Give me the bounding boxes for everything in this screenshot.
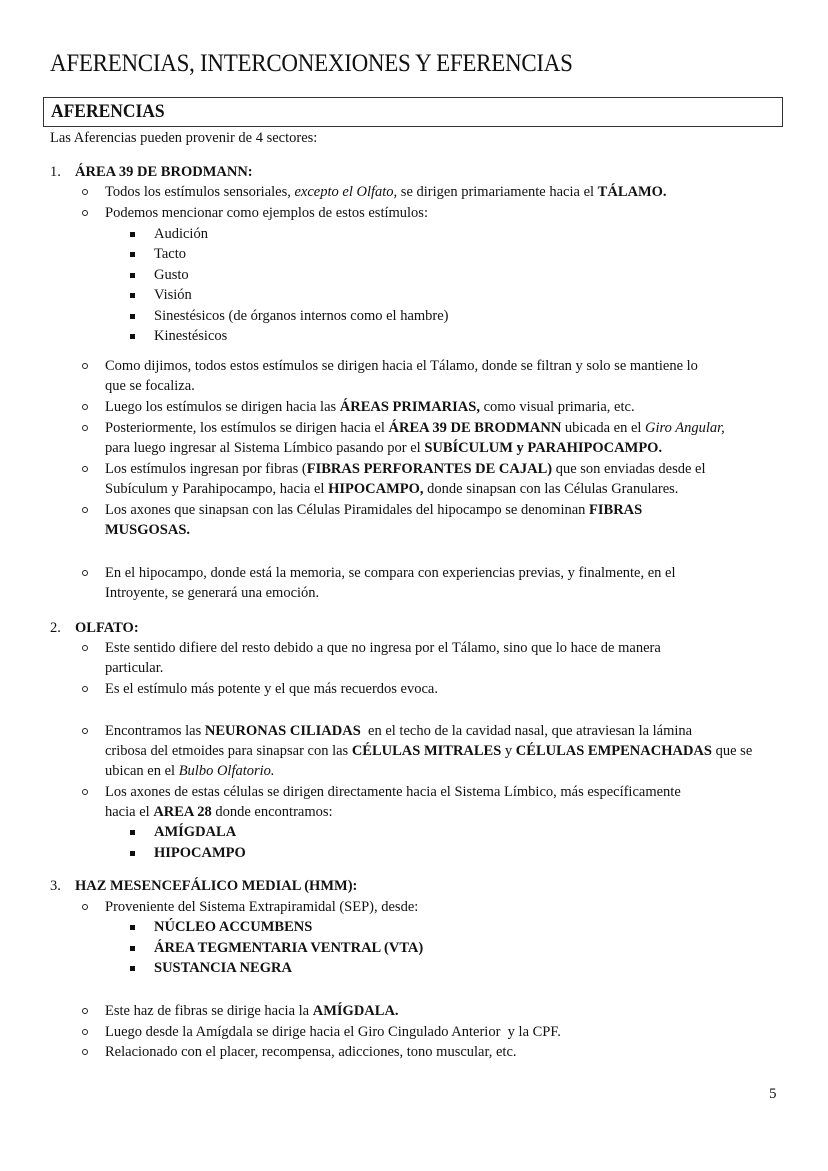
square-bullet-icon bbox=[130, 946, 135, 951]
hollow-bullet-icon bbox=[82, 686, 88, 692]
list-item: Los axones de estas células se dirigen directamente hacia el Sistema Límbico, más específicamente bbox=[105, 784, 681, 800]
section-heading: AFERENCIAS bbox=[51, 101, 165, 122]
square-bullet-icon bbox=[130, 273, 135, 278]
list-item-continuation: MUSGOSAS. bbox=[105, 522, 191, 538]
list-item-continuation: cribosa del etmoides para sinapsar con las CÉLULAS MITRALES y CÉLULAS EMPENACHADAS que se bbox=[105, 743, 753, 759]
square-bullet-icon bbox=[130, 314, 135, 319]
section-heading-box bbox=[43, 97, 783, 127]
list-item-continuation: para luego ingresar al Sistema Límbico pasando por el SUBÍCULUM y PARAHIPOCAMPO. bbox=[105, 440, 663, 456]
hollow-bullet-icon bbox=[82, 645, 88, 651]
list-item-continuation: hacia el AREA 28 donde encontramos: bbox=[105, 804, 333, 820]
square-bullet-icon bbox=[130, 293, 135, 298]
list-item: Relacionado con el placer, recompensa, adicciones, tono muscular, etc. bbox=[105, 1044, 517, 1060]
sub-list-item: Audición bbox=[154, 226, 208, 242]
hollow-bullet-icon bbox=[82, 789, 88, 795]
square-bullet-icon bbox=[130, 830, 135, 835]
list-item: Podemos mencionar como ejemplos de estos estímulos: bbox=[105, 205, 428, 221]
section-number: 1. bbox=[50, 164, 61, 180]
list-item: Los axones que sinapsan con las Células Piramidales del hipocampo se denominan FIBRAS bbox=[105, 502, 643, 518]
list-item: Posteriormente, los estímulos se dirigen hacia el ÁREA 39 DE BRODMANN ubicada en el Giro Angular, bbox=[105, 420, 725, 436]
hollow-bullet-icon bbox=[82, 189, 88, 195]
sub-list-item: ÁREA TEGMENTARIA VENTRAL (VTA) bbox=[154, 940, 424, 956]
square-bullet-icon bbox=[130, 966, 135, 971]
list-item-continuation: que se focaliza. bbox=[105, 378, 195, 394]
section-heading-area39: ÁREA 39 DE BRODMANN: bbox=[75, 164, 253, 180]
section-number: 2. bbox=[50, 620, 61, 636]
hollow-bullet-icon bbox=[82, 363, 88, 369]
hollow-bullet-icon bbox=[82, 570, 88, 576]
sub-list-item: Gusto bbox=[154, 267, 189, 283]
hollow-bullet-icon bbox=[82, 466, 88, 472]
hollow-bullet-icon bbox=[82, 904, 88, 910]
section-heading-olfato: OLFATO: bbox=[75, 620, 139, 636]
list-item: Es el estímulo más potente y el que más recuerdos evoca. bbox=[105, 681, 438, 697]
section-number: 3. bbox=[50, 878, 61, 894]
sub-list-item: SUSTANCIA NEGRA bbox=[154, 960, 292, 976]
list-item: Los estímulos ingresan por fibras (FIBRAS PERFORANTES DE CAJAL) que son enviadas desde el bbox=[105, 461, 706, 477]
sub-list-item: Tacto bbox=[154, 246, 186, 262]
hollow-bullet-icon bbox=[82, 1049, 88, 1055]
square-bullet-icon bbox=[130, 252, 135, 257]
square-bullet-icon bbox=[130, 925, 135, 930]
list-item: Luego los estímulos se dirigen hacia las ÁREAS PRIMARIAS, como visual primaria, etc. bbox=[105, 399, 635, 415]
square-bullet-icon bbox=[130, 232, 135, 237]
sub-list-item: HIPOCAMPO bbox=[154, 845, 246, 861]
hollow-bullet-icon bbox=[82, 425, 88, 431]
document-title: AFERENCIAS, INTERCONEXIONES Y EFERENCIAS bbox=[50, 50, 573, 77]
list-item: Todos los estímulos sensoriales, excepto el Olfato, se dirigen primariamente hacia el TÁLAMO. bbox=[105, 184, 667, 200]
intro-text: Las Aferencias pueden provenir de 4 sectores: bbox=[50, 130, 318, 146]
list-item: En el hipocampo, donde está la memoria, se compara con experiencias previas, y finalmente, en el bbox=[105, 565, 676, 581]
hollow-bullet-icon bbox=[82, 404, 88, 410]
list-item: Encontramos las NEURONAS CILIADAS en el techo de la cavidad nasal, que atraviesan la lámina bbox=[105, 723, 693, 739]
section-heading-hmm: HAZ MESENCEFÁLICO MEDIAL (HMM): bbox=[75, 878, 358, 894]
list-item: Este haz de fibras se dirige hacia la AMÍGDALA. bbox=[105, 1003, 399, 1019]
sub-list-item: Visión bbox=[154, 287, 192, 303]
hollow-bullet-icon bbox=[82, 1008, 88, 1014]
list-item: Proveniente del Sistema Extrapiramidal (SEP), desde: bbox=[105, 899, 419, 915]
list-item-continuation: ubican en el Bulbo Olfatorio. bbox=[105, 763, 275, 779]
list-item-continuation: particular. bbox=[105, 660, 164, 676]
list-item: Este sentido difiere del resto debido a que no ingresa por el Tálamo, sino que lo hace de manera bbox=[105, 640, 661, 656]
list-item: Como dijimos, todos estos estímulos se dirigen hacia el Tálamo, donde se filtran y solo se mantiene lo bbox=[105, 358, 698, 374]
list-item-continuation: Subículum y Parahipocampo, hacia el HIPOCAMPO, donde sinapsan con las Células Granulares. bbox=[105, 481, 679, 497]
hollow-bullet-icon bbox=[82, 728, 88, 734]
sub-list-item: Kinestésicos bbox=[154, 328, 228, 344]
list-item-continuation: Introyente, se generará una emoción. bbox=[105, 585, 320, 601]
sub-list-item: Sinestésicos (de órganos internos como el hambre) bbox=[154, 308, 449, 324]
square-bullet-icon bbox=[130, 334, 135, 339]
sub-list-item: NÚCLEO ACCUMBENS bbox=[154, 919, 313, 935]
hollow-bullet-icon bbox=[82, 210, 88, 216]
sub-list-item: AMÍGDALA bbox=[154, 824, 237, 840]
hollow-bullet-icon bbox=[82, 1029, 88, 1035]
list-item: Luego desde la Amígdala se dirige hacia el Giro Cingulado Anterior y la CPF. bbox=[105, 1024, 561, 1040]
hollow-bullet-icon bbox=[82, 507, 88, 513]
square-bullet-icon bbox=[130, 851, 135, 856]
page-number: 5 bbox=[769, 1086, 777, 1102]
